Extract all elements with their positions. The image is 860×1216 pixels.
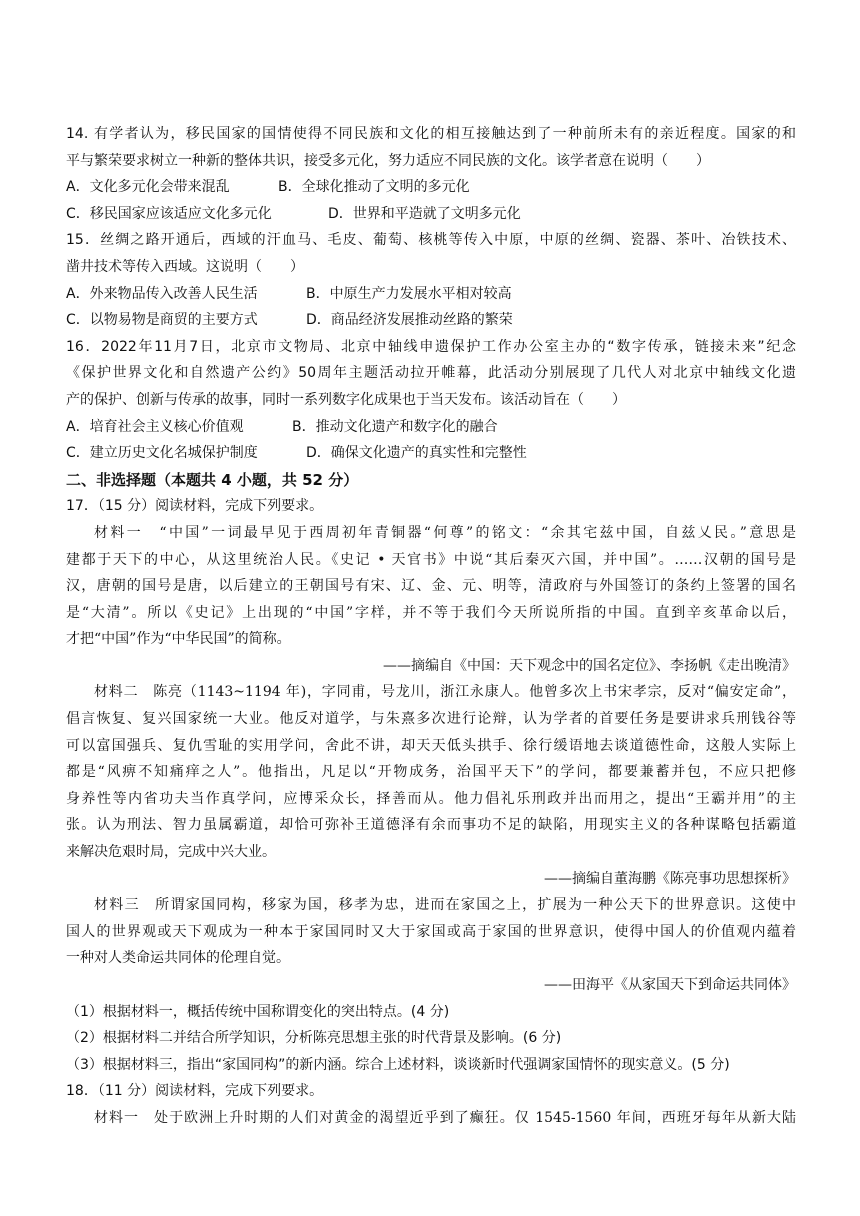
- sub-questions: [66, 999, 796, 1079]
- question-stem-line: 产的保护、创新与传承的故事，同时一系列数字化成果也于当天发布。该活动旨在（ ）: [66, 391, 626, 408]
- option-b: B．推动文化遗产和数字化的融合: [292, 418, 498, 435]
- material-source: ——摘编自《中国：天下观念中的国名定位》、李扬帆《走出晚清》: [383, 657, 796, 674]
- sub-question-1: （1）根据材料一，概括传统中国称谓变化的突出特点。(4 分): [66, 1003, 450, 1020]
- options-row: [66, 174, 796, 201]
- material-1: [66, 520, 796, 680]
- material-line: 建都于天下的中心，从这里统治人民。《史记 • 天官书》中说“其后秦灭六国，并中国”。……汉朝的国号是: [66, 551, 796, 568]
- option-c: C．以物易物是商贸的主要方式: [66, 312, 258, 329]
- question-stem-line: 《保护世界文化和自然遗产公约》50周年主题活动拉开帷幕，此活动分别展现了几代人对北京中轴线文化遗: [66, 365, 796, 382]
- material-line: 汉，唐朝的国号是唐，以后建立的王朝国号有宋、辽、金、元、明等，清政府与外国签订的条约上签署的国名: [66, 578, 796, 595]
- question-intro: 17．（15 分）阅读材料，完成下列要求。: [66, 498, 324, 515]
- question-stem-line: 凿井技术等传入西域。这说明（ ）: [66, 258, 304, 275]
- material-line: 国人的世界观或天下观成为一种本于家国同时又大于家国或高于家国的世界意识，使得中国人的价值观内蕴着: [66, 923, 796, 940]
- material-line: 材料二 陈亮（1143~1194 年)，字同甫，号龙川，浙江永康人。他曾多次上书宋孝宗，反对“偏安定命”，: [94, 684, 796, 701]
- option-c: C．移民国家应该适应文化多元化: [66, 205, 272, 222]
- option-a: A．外来物品传入改善人民生活: [66, 285, 258, 302]
- material-line: 来解决危艰时局，完成中兴大业。: [66, 844, 276, 861]
- option-d: D．世界和平造就了文明多元化: [328, 205, 521, 222]
- question-stem-line: 14. 有学者认为，移民国家的国情使得不同民族和文化的相互接触达到了一种前所未有的亲近程度。国家的和: [66, 126, 796, 142]
- material-line: 身养性等内省功夫当作真学问，应博采众长，择善而从。他力倡礼乐刑政并出而用之，提出“王霸并用”的主: [66, 790, 796, 807]
- option-b: B．中原生产力发展水平相对较高: [306, 285, 512, 302]
- material-line: 才把“中国”作为“中华民国”的简称。: [66, 631, 291, 648]
- material-line: 材料一 处于欧洲上升时期的人们对黄金的渴望近乎到了癫狂。仅 1545-1560 年间，西班牙每年从新大陆: [94, 1109, 796, 1126]
- question-stem-line: 15．丝绸之路开通后，西域的汗血马、毛皮、葡萄、核桃等传入中原，中原的丝绸、瓷器、茶叶、冶铁技术、: [66, 232, 796, 249]
- options-row: [66, 307, 796, 334]
- question-intro: 18．（11 分）阅读材料，完成下列要求。: [66, 1083, 324, 1100]
- question-stem-line: 平与繁荣要求树立一种新的整体共识，接受多元化，努力适应不同民族的文化。该学者意在说明（ ）: [66, 152, 710, 169]
- option-d: D．确保文化遗产的真实性和完整性: [306, 445, 527, 462]
- material-line: 都是“风痹不知痛痒之人”。他指出，凡足以“开物成务，治国平天下”的学问，都要兼蓄并包，不应只把修: [66, 764, 796, 781]
- options-row: [66, 414, 796, 441]
- exam-content: [66, 121, 796, 1132]
- material-line: 材料三 所谓家国同构，移家为国，移孝为忠，进而在家国之上，扩展为一种公天下的世界意识。这使中: [94, 897, 796, 914]
- options-row: [66, 440, 796, 467]
- material-source: ——田海平《从家国天下到命运共同体》: [544, 977, 796, 993]
- question-stem-line: 16．2022年11月7日，北京市文物局、北京中轴线申遗保护工作办公室主办的“数字传承，链接未来”纪念: [66, 338, 796, 355]
- material-2: [66, 679, 796, 892]
- section-heading: 二、非选择题（本题共 4 小题，共 52 分）: [66, 470, 359, 489]
- sub-question-3: （3）根据材料三，指出“家国同构”的新内涵。综合上述材料，谈谈新时代强调家国情怀的现实意义。(5 分): [66, 1056, 730, 1073]
- option-c: C．建立历史文化名城保护制度: [66, 445, 258, 462]
- material-line: 材料一 “中国”一词最早见于西周初年青铜器“何尊”的铭文：“余其宅兹中国，自兹乂民。”意思是: [94, 524, 796, 541]
- question-16: [66, 334, 796, 467]
- question-18: [66, 1078, 796, 1131]
- option-a: A．培育社会主义核心价值观: [66, 418, 244, 435]
- options-row: [66, 201, 796, 228]
- material-line: 一种对人类命运共同体的伦理自觉。: [66, 950, 290, 967]
- material-line: 是“大清”。所以《史记》上出现的“中国”字样，并不等于我们今天所说所指的中国。直到辛亥革命以后，: [66, 604, 796, 621]
- option-b: B．全球化推动了文明的多元化: [278, 179, 470, 196]
- option-d: D．商品经济发展推动丝路的繁荣: [306, 312, 513, 329]
- material-line: 可以富国强兵、复仇雪耻的实用学问，舍此不讲，却天天低头拱手、徐行缓语地去谈道德性命，这般人实际上: [66, 737, 796, 754]
- material-line: 张。认为刑法、智力虽属霸道，却恰可弥补王道德泽有余而事功不足的缺陷，用现实主义的各种谋略包括霸道: [66, 817, 796, 834]
- material-source: ——摘编自董海鹏《陈亮事功思想探析》: [544, 870, 796, 887]
- options-row: [66, 281, 796, 308]
- question-17: [66, 493, 796, 1078]
- material-3: [66, 892, 796, 998]
- question-15: [66, 227, 796, 333]
- question-14: [66, 121, 796, 227]
- material-line: 倡言恢复、复兴国家统一大业。他反对道学，与朱熹多次进行论辩，认为学者的首要任务是要讲求兵刑钱谷等: [66, 711, 796, 728]
- sub-question-2: （2）根据材料二并结合所学知识，分析陈亮思想主张的时代背景及影响。(6 分): [66, 1030, 562, 1047]
- option-a: A．文化多元化会带来混乱: [66, 179, 230, 196]
